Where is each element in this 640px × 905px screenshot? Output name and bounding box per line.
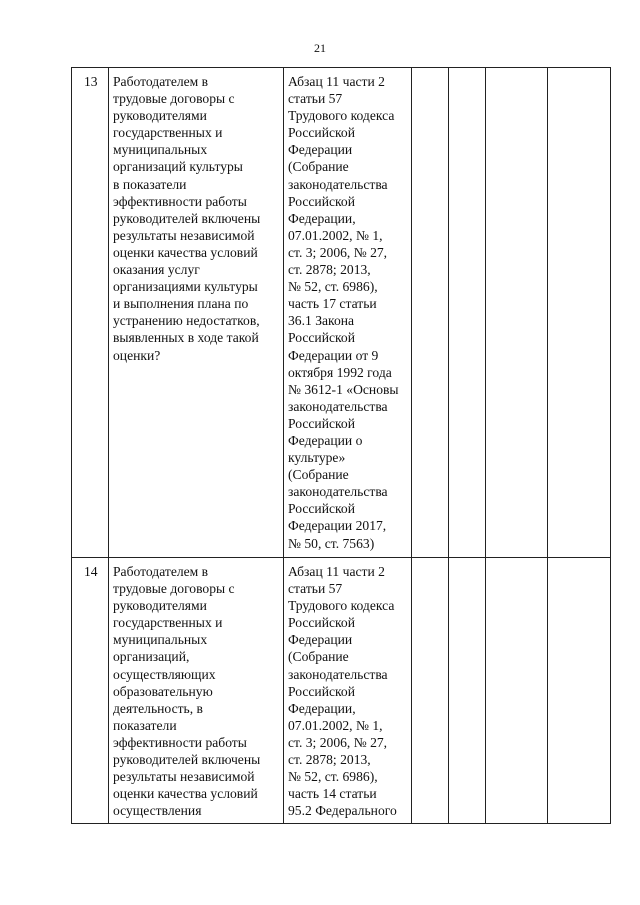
table-row <box>72 68 611 558</box>
row-number: 14 <box>72 558 109 824</box>
question-line: оказания услуг <box>113 262 200 278</box>
note-cell[interactable] <box>548 68 611 558</box>
checklist-table <box>71 67 611 824</box>
legal-source-line: ст. 2878; 2013, <box>288 752 371 768</box>
legal-source-line: Федерации о <box>288 432 363 448</box>
question-line: образовательную <box>113 683 213 699</box>
question-cell <box>109 68 284 558</box>
question-line: показатели <box>113 717 177 733</box>
page-number: 21 <box>314 41 326 55</box>
answer-na-cell[interactable] <box>486 68 548 558</box>
legal-source-line: № 50, ст. 7563) <box>288 535 375 551</box>
question-line: руководителями <box>113 108 207 124</box>
answer-yes-cell[interactable] <box>412 558 449 824</box>
legal-source-line: (Собрание <box>288 159 349 175</box>
legal-source-line: ст. 3; 2006, № 27, <box>288 244 388 260</box>
question-line: результаты независимой <box>113 227 255 243</box>
legal-source-line: Российской <box>288 415 355 431</box>
question-line: в показатели <box>113 176 187 192</box>
legal-source-line: (Собрание <box>288 467 349 483</box>
question-line: руководителями <box>113 598 207 614</box>
legal-source-line: Российской <box>288 125 355 141</box>
legal-source-line: Российской <box>288 193 355 209</box>
question-line: и выполнения плана по <box>113 296 249 312</box>
legal-source-line: Федерации, <box>288 700 356 716</box>
legal-source-line: статьи 57 <box>288 581 343 597</box>
question-line: муниципальных <box>113 632 208 648</box>
question-line: оценки качества условий <box>113 786 258 802</box>
legal-source-line: Российской <box>288 501 355 517</box>
legal-source-line: законодательства <box>288 398 388 414</box>
question-cell <box>109 558 284 824</box>
question-line: организаций культуры <box>113 159 243 175</box>
legal-source-line: октября 1992 года <box>288 364 392 380</box>
question-line: оценки? <box>113 347 161 363</box>
legal-source-line: (Собрание <box>288 649 349 665</box>
answer-no-cell[interactable] <box>449 558 486 824</box>
legal-source-line: Федерации <box>288 632 353 648</box>
answer-yes-cell[interactable] <box>412 68 449 558</box>
legal-source-line: законодательства <box>288 176 388 192</box>
legal-source-line: Российской <box>288 683 355 699</box>
legal-source-line: Абзац 11 части 2 <box>288 74 385 89</box>
legal-source-line: Федерации 2017, <box>288 518 387 534</box>
table-body <box>72 68 611 824</box>
legal-source-line: часть 14 статьи <box>288 786 377 802</box>
legal-source-line: № 3612-1 «Основы <box>288 381 399 397</box>
question-line: результаты независимой <box>113 769 255 785</box>
answer-na-cell[interactable] <box>486 558 548 824</box>
table-row <box>72 558 611 824</box>
question-line: трудовые договоры с <box>113 91 235 107</box>
legal-source-line: Трудового кодекса <box>288 598 395 614</box>
legal-source-cell <box>284 68 412 558</box>
legal-source-line: ст. 2878; 2013, <box>288 262 371 278</box>
legal-source-line: Трудового кодекса <box>288 108 395 124</box>
legal-source-line: законодательства <box>288 484 388 500</box>
note-cell[interactable] <box>548 558 611 824</box>
legal-source-line: 95.2 Федерального <box>288 803 397 819</box>
legal-source-line: Федерации, <box>288 210 356 226</box>
question-line: Работодателем в <box>113 564 209 579</box>
legal-source-line: 36.1 Закона <box>288 313 355 329</box>
question-line: осуществления <box>113 803 202 819</box>
legal-source-line: Федерации от 9 <box>288 347 379 363</box>
question-line: Работодателем в <box>113 74 209 89</box>
legal-source-line: законодательства <box>288 666 388 682</box>
legal-source-line: Федерации <box>288 142 353 158</box>
legal-source-line: 07.01.2002, № 1, <box>288 227 383 243</box>
question-line: оценки качества условий <box>113 244 258 260</box>
answer-no-cell[interactable] <box>449 68 486 558</box>
question-line: государственных и <box>113 125 223 141</box>
question-line: эффективности работы <box>113 193 247 209</box>
legal-source-line: № 52, ст. 6986), <box>288 769 378 785</box>
question-line: эффективности работы <box>113 734 247 750</box>
question-line: осуществляющих <box>113 666 216 682</box>
legal-source-line: Российской <box>288 330 355 346</box>
legal-source-line: Российской <box>288 615 355 631</box>
question-line: трудовые договоры с <box>113 581 235 597</box>
legal-source-line: культуре» <box>288 450 346 466</box>
question-line: руководителей включены <box>113 752 261 768</box>
row-number: 13 <box>72 68 109 558</box>
question-line: организациями культуры <box>113 279 258 295</box>
question-line: выявленных в ходе такой <box>113 330 259 346</box>
legal-source-line: Абзац 11 части 2 <box>288 564 385 579</box>
legal-source-line: ст. 3; 2006, № 27, <box>288 734 388 750</box>
legal-source-line: 07.01.2002, № 1, <box>288 717 383 733</box>
question-line: организаций, <box>113 649 190 665</box>
legal-source-cell <box>284 558 412 824</box>
question-line: устранению недостатков, <box>113 313 260 329</box>
legal-source-line: № 52, ст. 6986), <box>288 279 378 295</box>
legal-source-line: статьи 57 <box>288 91 343 107</box>
question-line: государственных и <box>113 615 223 631</box>
question-line: муниципальных <box>113 142 208 158</box>
question-line: деятельность, в <box>113 700 203 716</box>
question-line: руководителей включены <box>113 210 261 226</box>
legal-source-line: часть 17 статьи <box>288 296 377 312</box>
